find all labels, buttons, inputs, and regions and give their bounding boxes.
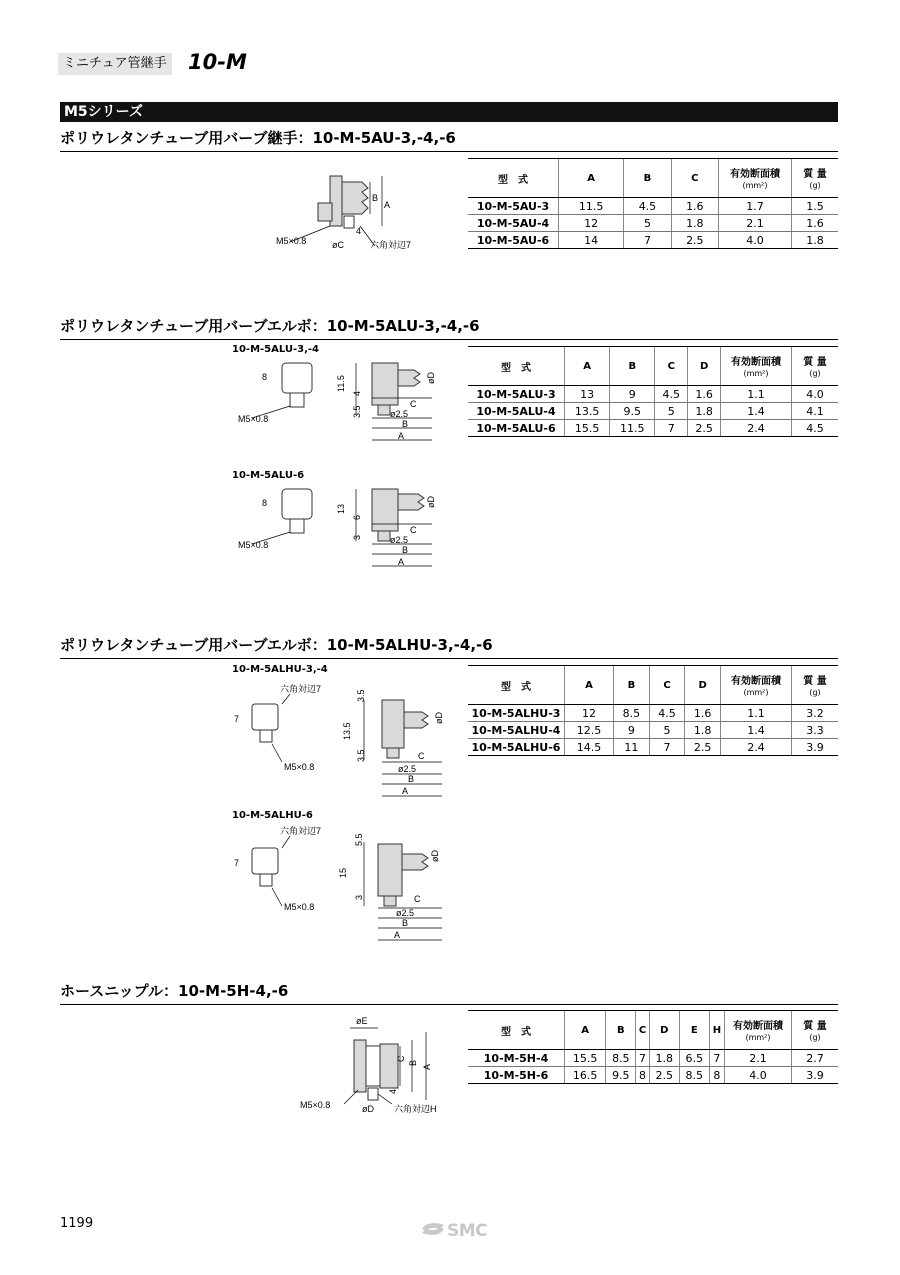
table-cell: 7 (649, 739, 685, 756)
table-cell: E (679, 1011, 709, 1050)
table-cell: 13 (565, 386, 610, 403)
dim-c: C (418, 751, 425, 761)
dim-2-5: ø2.5 (398, 764, 417, 774)
header-text: 有効断面積 (731, 357, 781, 368)
dim-height: 15 (338, 867, 348, 878)
diagram-5alhu-6 (222, 822, 452, 944)
table-cell: A (565, 347, 610, 386)
table-cell: 1.8 (792, 232, 839, 249)
dim-e: øE (356, 1016, 368, 1026)
col-area (719, 159, 792, 198)
table-cell: 4.0 (792, 386, 839, 403)
diagram-5au (270, 168, 440, 258)
table-cell: 4.0 (719, 232, 792, 249)
table-cell: 7 (636, 1050, 650, 1067)
table-cell: H (709, 1011, 724, 1050)
page-number: 1199 (60, 1216, 94, 1231)
table-cell: 2.5 (688, 420, 721, 437)
dim-2-5: ø2.5 (390, 409, 409, 419)
table-header-row (468, 666, 838, 705)
table-cell: 5 (624, 215, 671, 232)
table-cell: 4.1 (792, 403, 839, 420)
smc-logo-icon (420, 1220, 446, 1238)
table-cell: 2.4 (721, 739, 792, 756)
table-cell: 1.6 (685, 705, 721, 722)
table-cell: 10-M-5H-6 (468, 1067, 565, 1084)
table-cell: 3.2 (792, 705, 839, 722)
table-cell: 11.5 (610, 420, 655, 437)
table-cell: B (610, 347, 655, 386)
dim-d: øD (426, 372, 436, 384)
table-cell: 7 (655, 420, 688, 437)
dim-3: 3 (352, 534, 362, 540)
table-cell: 10-M-5ALU-6 (468, 420, 565, 437)
table-cell: 5 (655, 403, 688, 420)
table-cell: 8.5 (679, 1067, 709, 1084)
table-cell: 10-M-5H-4 (468, 1050, 565, 1067)
table-cell: 11 (614, 739, 650, 756)
header-text: 質 量 (803, 357, 827, 368)
table-cell: 8.5 (606, 1050, 636, 1067)
section-rule (60, 1004, 838, 1005)
dim-thread: M5×0.8 (276, 236, 307, 246)
diagram-5alu-3-4 (232, 358, 452, 448)
col-b: B (624, 159, 671, 198)
table-cell: 4.0 (725, 1067, 792, 1084)
header-text: 有効断面積 (733, 1021, 783, 1032)
table-cell: 14 (559, 232, 624, 249)
dim-2-5: ø2.5 (396, 908, 415, 918)
table-cell: 8 (636, 1067, 650, 1084)
spec-table-5h (468, 1010, 838, 1084)
dim-4: 4 (356, 226, 362, 236)
header-text: 質 量 (803, 676, 827, 687)
table-cell: 10-M-5AU-6 (468, 232, 559, 249)
table-cell: 1.5 (792, 198, 839, 215)
diagram-title: 10-M-5ALU-6 (232, 470, 305, 481)
dim-b: B (408, 1059, 418, 1066)
dim-bottom: 3.5 (356, 749, 366, 762)
table-row (468, 215, 838, 232)
table-cell: C (649, 666, 685, 705)
table-cell: 1.8 (685, 722, 721, 739)
dim-hex: 六角対辺7 (370, 240, 412, 250)
series-label: M5シリーズ (64, 104, 143, 120)
table-cell: 1.6 (792, 215, 839, 232)
spec-table-5alhu (468, 665, 838, 756)
dim-height: 11.5 (336, 375, 346, 392)
table-cell: 1.1 (721, 386, 792, 403)
dim-b: B (402, 545, 409, 555)
dim-c: øC (332, 240, 344, 250)
dim-d: øD (430, 850, 440, 862)
table-cell: 1.8 (649, 1050, 679, 1067)
table-cell: 8 (709, 1067, 724, 1084)
header-text: (mm²) (745, 1033, 771, 1042)
table-cell (792, 1011, 839, 1050)
dim-thread: M5×0.8 (284, 762, 315, 772)
dim-hex: 六角対辺7 (280, 684, 322, 694)
section-rule (60, 658, 838, 659)
dim-top: 5.5 (354, 833, 364, 846)
header-text: 質 量 (803, 169, 827, 180)
dim-height: 13.5 (342, 722, 352, 740)
table-cell: D (688, 347, 721, 386)
dim-d: øD (426, 496, 436, 508)
table-cell (721, 347, 792, 386)
dim-a: A (398, 557, 405, 567)
table-cell: C (655, 347, 688, 386)
table-cell: 15.5 (565, 1050, 606, 1067)
table-cell: 3.3 (792, 722, 839, 739)
table-cell: 1.1 (721, 705, 792, 722)
table-cell: 2.4 (721, 420, 792, 437)
table-cell: 11.5 (559, 198, 624, 215)
header-text: 質 量 (803, 1021, 827, 1032)
table-cell: 2.1 (725, 1050, 792, 1067)
dim-3-5: 3.5 (352, 405, 362, 418)
table-cell: 4.5 (792, 420, 839, 437)
header-text: (mm²) (742, 181, 768, 190)
table-cell: B (606, 1011, 636, 1050)
table-cell: 2.5 (685, 739, 721, 756)
table-cell: A (565, 666, 614, 705)
table-cell: 2.7 (792, 1050, 839, 1067)
table-cell: 9.5 (606, 1067, 636, 1084)
table-row (468, 386, 838, 403)
diagram-title: 10-M-5ALHU-6 (232, 810, 313, 821)
table-cell: A (565, 1011, 606, 1050)
section-title-5au: ポリウレタンチューブ用バーブ継手：10-M-5AU-3,-4,-6 (60, 129, 456, 147)
table-cell: 1.7 (719, 198, 792, 215)
header-text: (g) (809, 1033, 821, 1042)
table-header-row (468, 1011, 838, 1050)
diagram-title: 10-M-5ALU-3,-4 (232, 344, 320, 355)
table-cell: 10-M-5ALHU-3 (468, 705, 565, 722)
table-row (468, 420, 838, 437)
table-cell: 1.6 (671, 198, 718, 215)
table-cell: 6.5 (679, 1050, 709, 1067)
table-cell: 2.1 (719, 215, 792, 232)
table-row (468, 1050, 838, 1067)
dim-thread: M5×0.8 (238, 540, 269, 550)
table-cell: 1.8 (688, 403, 721, 420)
table-cell: 9 (614, 722, 650, 739)
table-cell: 1.4 (721, 403, 792, 420)
dim-c: C (410, 399, 417, 409)
col-mass (792, 159, 839, 198)
dim-8: 8 (262, 372, 268, 382)
header-text: (g) (809, 181, 821, 190)
dim-a: A (422, 1063, 432, 1070)
dim-hex: 六角対辺H (394, 1104, 437, 1114)
table-cell: 12 (559, 215, 624, 232)
table-cell: 12 (565, 705, 614, 722)
spec-table-5au (468, 158, 838, 249)
table-cell: 10-M-5ALHU-4 (468, 722, 565, 739)
table-cell: 4.5 (655, 386, 688, 403)
table-cell: 16.5 (565, 1067, 606, 1084)
dim-a: A (402, 786, 409, 796)
dim-thread: M5×0.8 (238, 414, 269, 424)
table-row (468, 403, 838, 420)
table-cell: 7 (709, 1050, 724, 1067)
table-cell (721, 666, 792, 705)
table-cell: 9.5 (610, 403, 655, 420)
col-a: A (559, 159, 624, 198)
table-cell: 8.5 (614, 705, 650, 722)
table-cell: 7 (624, 232, 671, 249)
dim-c: C (396, 1055, 406, 1062)
dim-a: A (394, 930, 401, 940)
series-bar (60, 102, 838, 122)
table-cell: 2.5 (671, 232, 718, 249)
table-cell (792, 666, 839, 705)
spec-table-5alu (468, 346, 838, 437)
dim-thread: M5×0.8 (300, 1100, 331, 1110)
dim-hex: 六角対辺7 (280, 826, 322, 836)
table-row (468, 198, 838, 215)
dim-7: 7 (234, 714, 240, 724)
table-cell: 10-M-5ALU-4 (468, 403, 565, 420)
diagram-5alhu-3-4 (222, 680, 452, 800)
table-cell: B (614, 666, 650, 705)
category-label: ミニチュア管継手 (58, 53, 172, 75)
table-cell: 4.5 (649, 705, 685, 722)
dim-4: 4 (352, 390, 362, 396)
table-cell: 12.5 (565, 722, 614, 739)
table-header-row (468, 347, 838, 386)
table-cell: 5 (649, 722, 685, 739)
header-text: 有効断面積 (731, 676, 781, 687)
table-cell: 10-M-5AU-4 (468, 215, 559, 232)
table-cell: 2.5 (649, 1067, 679, 1084)
table-cell: 3.9 (792, 1067, 839, 1084)
diagram-title: 10-M-5ALHU-3,-4 (232, 664, 328, 675)
table-cell (792, 347, 839, 386)
table-cell: D (685, 666, 721, 705)
dim-a: A (384, 200, 391, 210)
table-row (468, 739, 838, 756)
table-cell: 3.9 (792, 739, 839, 756)
table-cell: C (636, 1011, 650, 1050)
dim-c: C (414, 894, 421, 904)
dim-2-5: ø2.5 (390, 535, 409, 545)
table-cell: 4.5 (624, 198, 671, 215)
dim-b: B (402, 918, 409, 928)
table-cell: 型 式 (468, 347, 565, 386)
table-cell: 14.5 (565, 739, 614, 756)
dim-height: 13 (336, 503, 346, 514)
col-model: 型 式 (468, 159, 559, 198)
header-text: (g) (809, 688, 821, 697)
table-cell: 1.8 (671, 215, 718, 232)
table-cell: 10-M-5ALU-3 (468, 386, 565, 403)
dim-d: øD (434, 712, 444, 724)
header-text: (g) (809, 369, 821, 378)
dim-bottom: 3 (354, 894, 364, 900)
col-c: C (671, 159, 718, 198)
diagram-5alu-6 (232, 484, 452, 574)
dim-b: B (402, 419, 409, 429)
diagram-5h (296, 1010, 446, 1120)
dim-thread: M5×0.8 (284, 902, 315, 912)
section-rule (60, 151, 838, 152)
dim-top: 3.5 (356, 689, 366, 702)
table-cell: 15.5 (565, 420, 610, 437)
dim-6: 6 (352, 514, 362, 520)
table-cell: 10-M-5ALHU-6 (468, 739, 565, 756)
table-cell: 13.5 (565, 403, 610, 420)
table-row (468, 722, 838, 739)
table-cell: 1.4 (721, 722, 792, 739)
table-row (468, 232, 838, 249)
table-cell (725, 1011, 792, 1050)
dim-4: 4 (388, 1088, 398, 1094)
table-header-row (468, 159, 838, 198)
header-text: 有効断面積 (730, 169, 780, 180)
dim-8: 8 (262, 498, 268, 508)
dim-b: B (372, 193, 379, 203)
dim-7: 7 (234, 858, 240, 868)
section-title-5alhu: ポリウレタンチューブ用バーブエルボ：10-M-5ALHU-3,-4,-6 (60, 636, 493, 654)
section-title-5h: ホースニップル：10-M-5H-4,-6 (60, 982, 289, 1000)
table-cell: D (649, 1011, 679, 1050)
section-title-5alu: ポリウレタンチューブ用バーブエルボ：10-M-5ALU-3,-4,-6 (60, 317, 480, 335)
table-cell: 9 (610, 386, 655, 403)
section-rule (60, 339, 838, 340)
dim-c: C (410, 525, 417, 535)
table-cell: 型 式 (468, 1011, 565, 1050)
header-text: (mm²) (743, 688, 769, 697)
header-text: (mm²) (743, 369, 769, 378)
table-cell: 10-M-5AU-3 (468, 198, 559, 215)
dim-a: A (398, 431, 405, 441)
table-row (468, 1067, 838, 1084)
table-row (468, 705, 838, 722)
dim-b: B (408, 774, 415, 784)
table-cell: 型 式 (468, 666, 565, 705)
dim-d: øD (362, 1104, 374, 1114)
table-cell: 1.6 (688, 386, 721, 403)
product-code: 10-M (188, 50, 247, 74)
logo-text: SMC (447, 1221, 488, 1241)
